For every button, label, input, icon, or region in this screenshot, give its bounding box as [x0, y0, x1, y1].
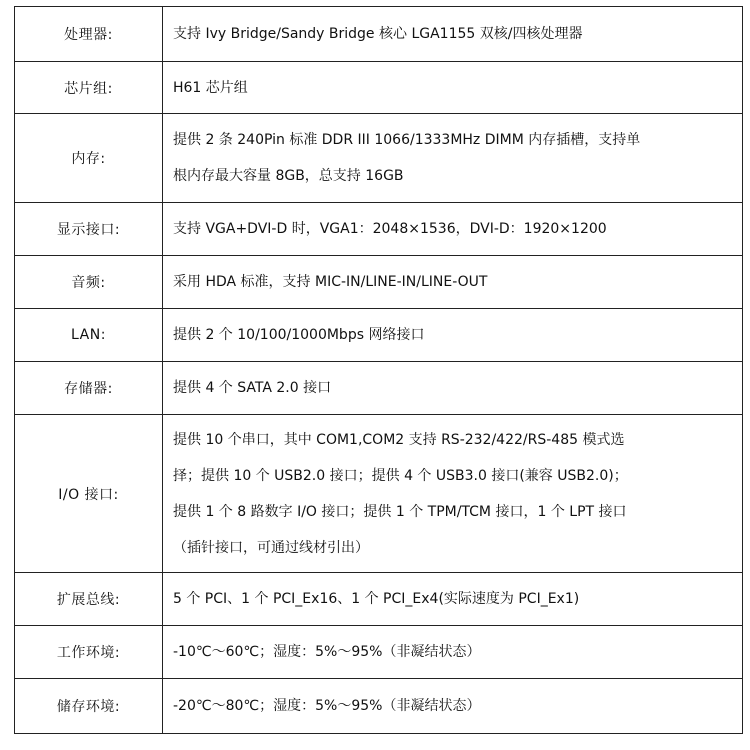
spec-value-line: -20℃～80℃；湿度：5%～95%（非凝结状态）	[173, 698, 481, 714]
spec-label: 扩展总线:	[15, 573, 163, 626]
spec-row-storage-env	[15, 679, 743, 734]
spec-value-line: 根内存最大容量 8GB，总支持 16GB	[173, 168, 404, 184]
spec-label: 存储器:	[15, 362, 163, 415]
spec-value	[163, 203, 743, 256]
spec-value-line: （插针接口，可通过线材引出）	[173, 539, 369, 556]
spec-label: 音频:	[15, 256, 163, 309]
spec-row-storage	[15, 362, 743, 415]
spec-label: 储存环境:	[15, 679, 163, 734]
spec-row-io	[15, 415, 743, 573]
spec-row-display	[15, 203, 743, 256]
spec-value-line: 支持 Ivy Bridge/Sandy Bridge 核心 LGA1155 双核/四核处理器	[173, 26, 583, 42]
spec-value-line: 提供 10 个串口，其中 COM1,COM2 支持 RS-232/422/RS-485 模式选	[173, 431, 625, 448]
spec-value-line: 支持 VGA+DVI-D 时，VGA1：2048×1536，DVI-D：1920×1200	[173, 221, 607, 237]
spec-label: 显示接口:	[15, 203, 163, 256]
spec-value	[163, 62, 743, 114]
spec-value	[163, 114, 743, 203]
spec-row-memory	[15, 114, 743, 203]
spec-label: 工作环境:	[15, 626, 163, 679]
spec-row-operating-env	[15, 626, 743, 679]
spec-row-audio	[15, 256, 743, 309]
spec-value-line: 提供 1 个 8 路数字 I/O 接口；提供 1 个 TPM/TCM 接口，1 个 LPT 接口	[173, 503, 627, 520]
spec-value	[163, 256, 743, 309]
spec-value	[163, 626, 743, 679]
spec-label: 芯片组:	[15, 62, 163, 114]
spec-value	[163, 573, 743, 626]
spec-value	[163, 415, 743, 573]
spec-row-expansion	[15, 573, 743, 626]
spec-value-line: 择；提供 10 个 USB2.0 接口；提供 4 个 USB3.0 接口(兼容 USB2.0)；	[173, 467, 628, 484]
spec-value	[163, 7, 743, 62]
spec-label: 处理器:	[15, 7, 163, 62]
spec-value-line: 提供 2 条 240Pin 标准 DDR III 1066/1333MHz DIMM 内存插槽，支持单	[173, 132, 641, 148]
spec-label: LAN:	[15, 309, 163, 362]
spec-value-line: -10℃～60℃；湿度：5%～95%（非凝结状态）	[173, 644, 481, 660]
spec-value-line: 提供 4 个 SATA 2.0 接口	[173, 380, 332, 396]
spec-value-line: 提供 2 个 10/100/1000Mbps 网络接口	[173, 327, 425, 343]
spec-value-line: H61 芯片组	[173, 79, 248, 96]
spec-value	[163, 309, 743, 362]
spec-label: 内存:	[15, 114, 163, 203]
spec-row-chipset	[15, 62, 743, 114]
spec-row-cpu	[15, 7, 743, 62]
spec-value	[163, 362, 743, 415]
spec-row-lan	[15, 309, 743, 362]
spec-value-line: 5 个 PCI、1 个 PCI_Ex16、1 个 PCI_Ex4(实际速度为 PCI_Ex1)	[173, 591, 580, 607]
spec-label: I/O 接口:	[15, 415, 163, 573]
spec-table	[14, 6, 743, 734]
spec-value	[163, 679, 743, 734]
spec-value-line: 采用 HDA 标准，支持 MIC-IN/LINE-IN/LINE-OUT	[173, 274, 488, 290]
